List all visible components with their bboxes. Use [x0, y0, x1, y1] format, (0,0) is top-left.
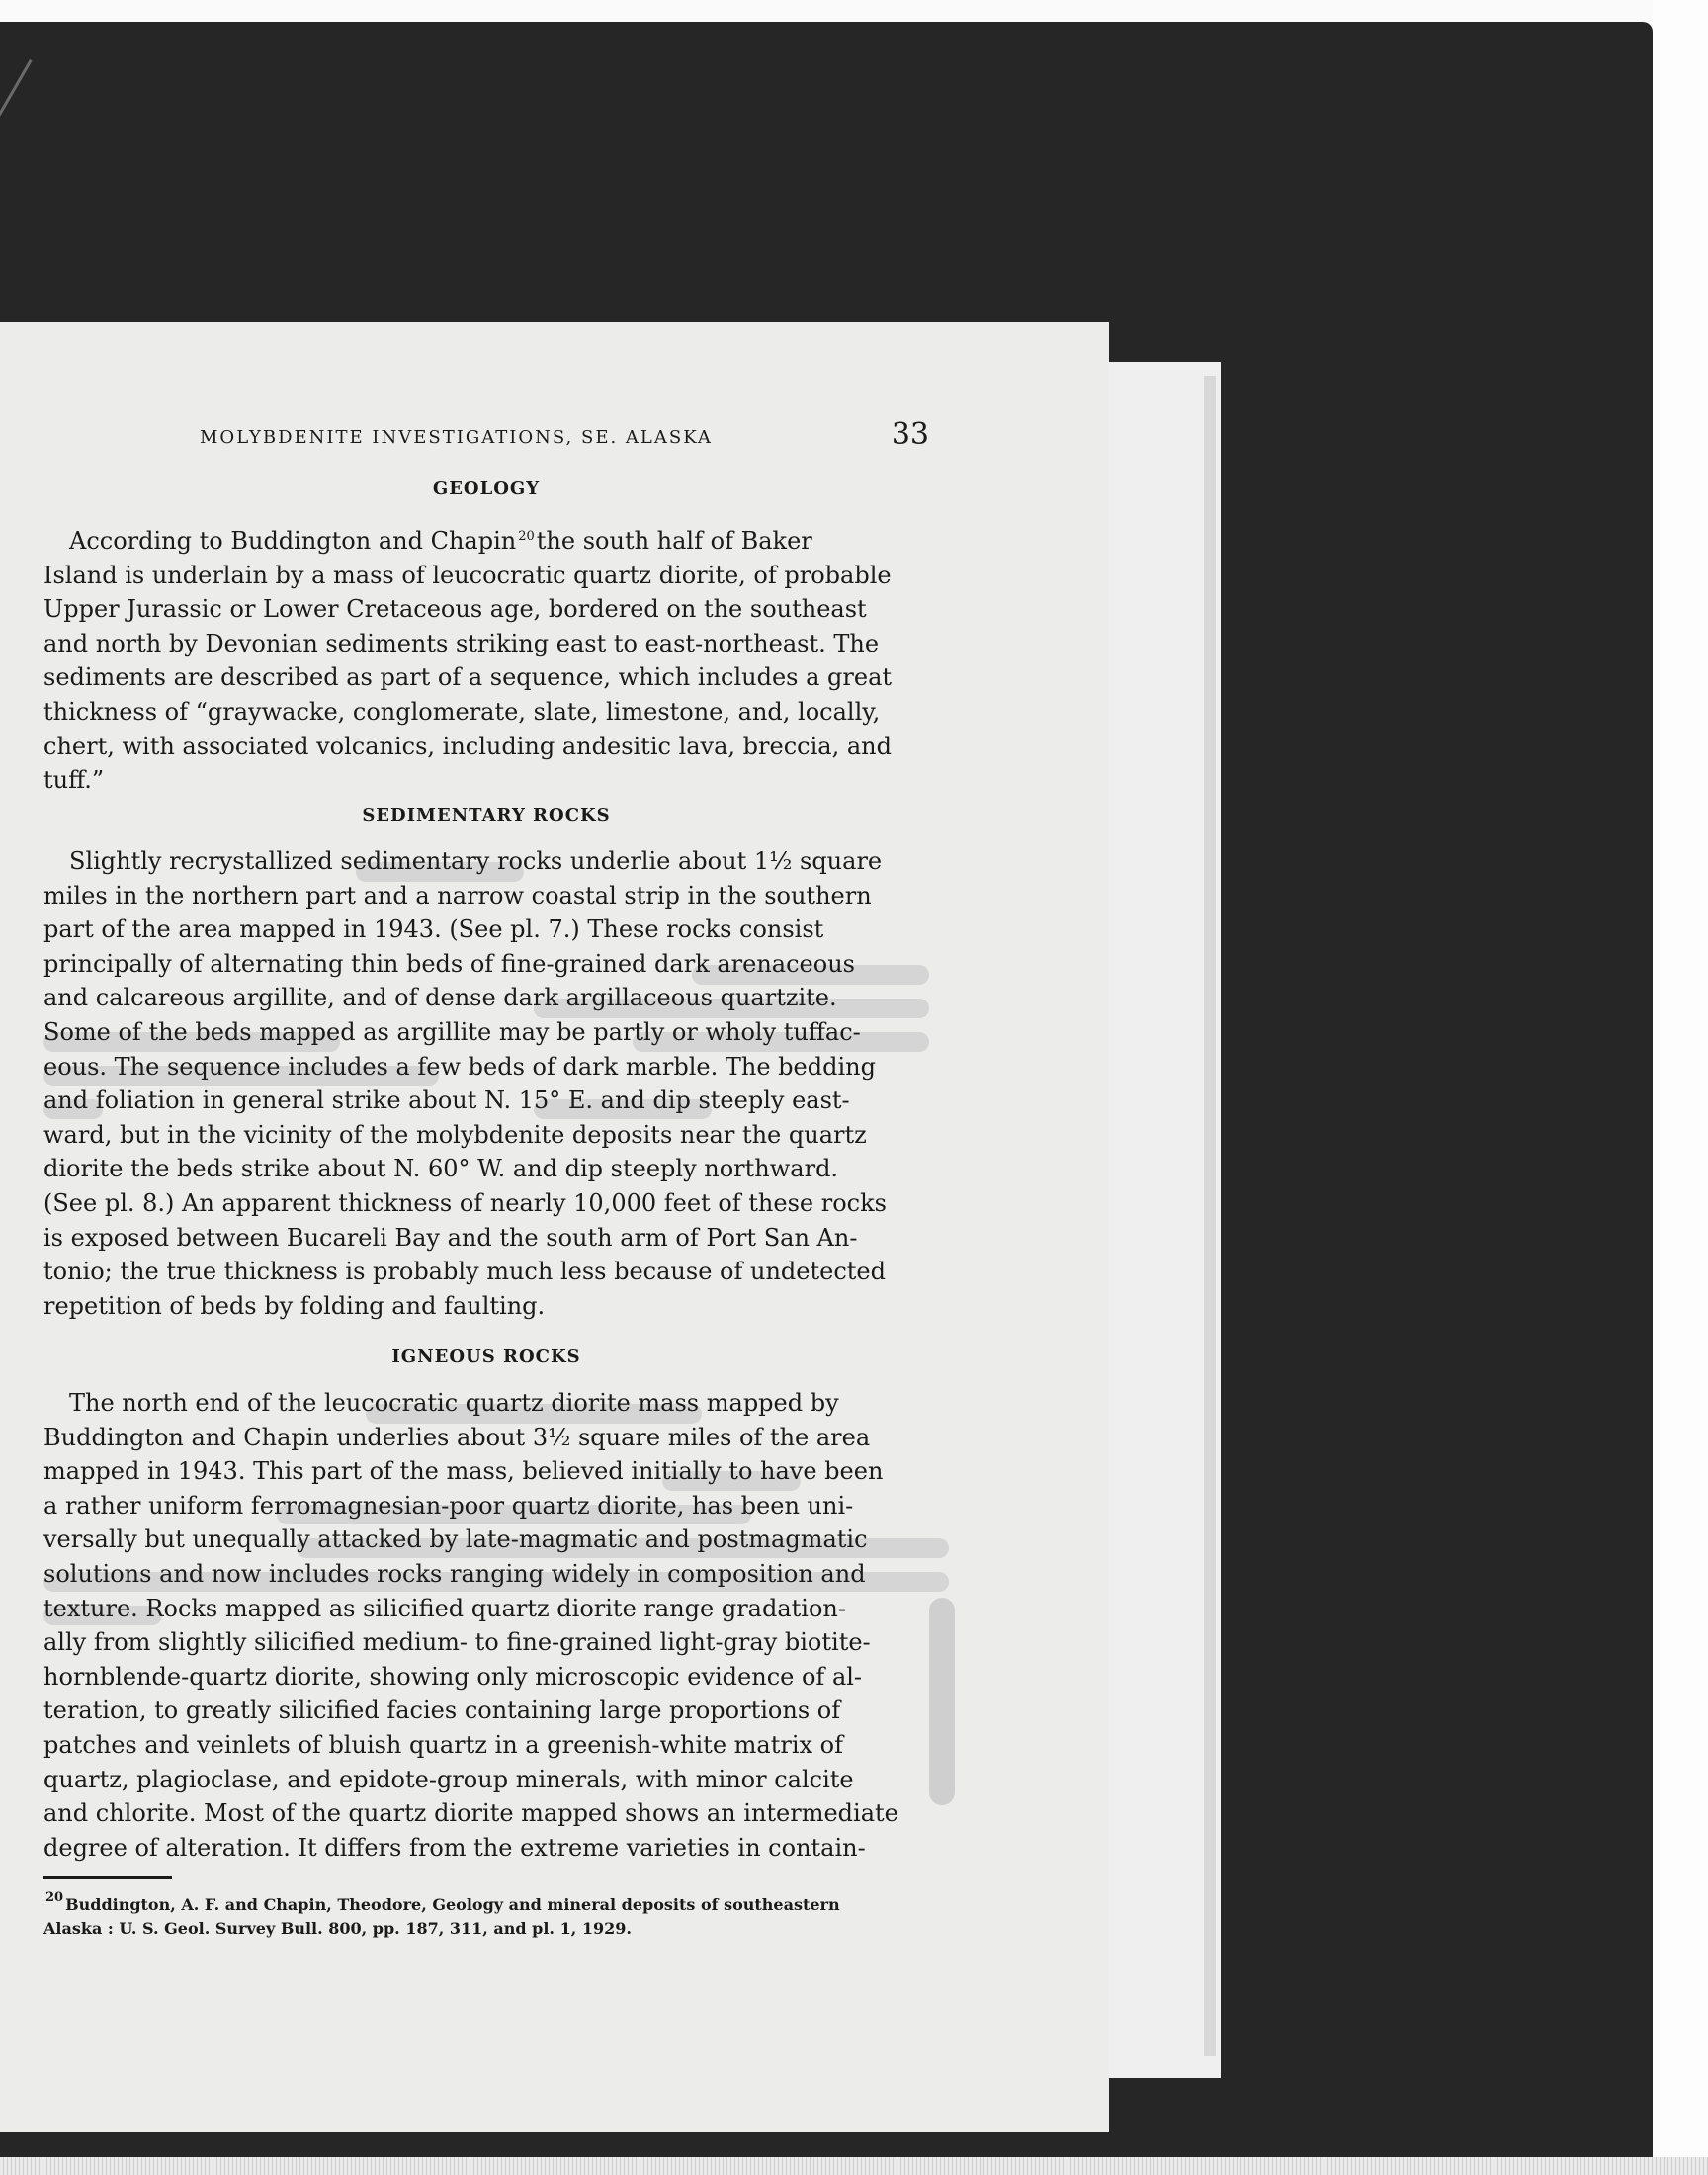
- text-line: diorite the beds strike about N. 60° W. and dip steeply northward.: [43, 1155, 839, 1183]
- scan-bottom-margin: [0, 2157, 1708, 2175]
- paragraph-geology: [43, 520, 929, 798]
- footnote-line: Alaska : U. S. Geol. Survey Bull. 800, pp. 187, 311, and pl. 1, 1929.: [43, 1919, 632, 1938]
- text-line: mapped in 1943. This part of the mass, believed initially to have been: [43, 1457, 884, 1486]
- text-line: eous. The sequence includes a few beds of dark marble. The bedding: [43, 1052, 876, 1081]
- text-line: Some of the beds mapped as argillite may be partly or wholy tuffac-: [43, 1017, 861, 1046]
- text-line: The north end of the leucocratic quartz diorite mass mapped by: [69, 1389, 839, 1417]
- text-line: tonio; the true thickness is probably much less because of undetected: [43, 1258, 886, 1286]
- margin-highlight-bar: [929, 1598, 955, 1805]
- text-line: Buddington and Chapin underlies about 3½ square miles of the area: [43, 1423, 871, 1451]
- document-page: [0, 322, 1109, 2132]
- text-line: part of the area mapped in 1943. (See pl. 7.) These rocks consist: [43, 915, 824, 944]
- running-head: [198, 417, 929, 457]
- text-line: is exposed between Bucareli Bay and the south arm of Port San An-: [43, 1223, 858, 1252]
- text-line: tuff.”: [43, 766, 105, 795]
- text-line: quartz, plagioclase, and epidote-group minerals, with minor calcite: [43, 1765, 854, 1793]
- text-line: sediments are described as part of a sequence, which includes a great: [43, 663, 893, 692]
- section-title-sedimentary-rocks: SEDIMENTARY ROCKS: [362, 805, 611, 826]
- paragraph-sedimentary-rocks: [43, 844, 929, 1323]
- footnote-marker: 20: [45, 1890, 64, 1905]
- text-line: repetition of beds by folding and faulting.: [43, 1291, 546, 1320]
- text-line: (See pl. 8.) An apparent thickness of nearly 10,000 feet of these rocks: [43, 1188, 887, 1217]
- text-line: Island is underlain by a mass of leucocratic quartz diorite, of probable: [43, 561, 892, 589]
- text-fragment: According to Buddington and Chapin: [69, 527, 517, 555]
- underlying-page: [1097, 362, 1221, 2078]
- text-line: a rather uniform ferromagnesian-poor quartz diorite, has been uni-: [43, 1491, 854, 1520]
- text-line: degree of alteration. It differs from the extreme varieties in contain-: [43, 1833, 866, 1862]
- text-line: hornblende-quartz diorite, showing only microscopic evidence of al-: [43, 1662, 863, 1691]
- text-line: and calcareous argillite, and of dense dark argillaceous quartzite.: [43, 984, 837, 1012]
- text-line: texture. Rocks mapped as silicified quartz diorite range gradation-: [43, 1594, 846, 1622]
- footnote-line: [43, 1886, 933, 1917]
- running-title: MOLYBDENITE INVESTIGATIONS, SE. ALASKA: [200, 427, 713, 448]
- footnote: [43, 1886, 933, 1941]
- footnote-rule: [43, 1876, 172, 1879]
- text-line: chert, with associated volcanics, including andesitic lava, breccia, and: [43, 732, 892, 760]
- text-line: patches and veinlets of bluish quartz in a greenish-white matrix of: [43, 1730, 844, 1759]
- text-line: principally of alternating thin beds of fine-grained dark arenaceous: [43, 949, 855, 978]
- text-fragment: the south half of Baker: [536, 527, 812, 555]
- text-line: and north by Devonian sediments striking east to east-northeast. The: [43, 629, 880, 657]
- page-number: 33: [891, 417, 929, 452]
- text-line: [43, 520, 929, 559]
- text-line: ward, but in the vicinity of the molybdenite deposits near the quartz: [43, 1120, 867, 1149]
- text-line: teration, to greatly silicified facies containing large proportions of: [43, 1696, 841, 1725]
- section-title-igneous-rocks: IGNEOUS ROCKS: [391, 1347, 581, 1367]
- section-title-geology: GEOLOGY: [432, 478, 541, 499]
- text-line: ally from slightly silicified medium- to fine-grained light-gray biotite-: [43, 1628, 871, 1657]
- footnote-text: Buddington, A. F. and Chapin, Theodore, Geology and mineral deposits of southeastern: [65, 1895, 840, 1914]
- text-line: Slightly recrystallized sedimentary rocks underlie about 1½ square: [69, 847, 883, 875]
- scan-right-margin: [1653, 0, 1708, 2175]
- paragraph-igneous-rocks: [43, 1386, 929, 1865]
- text-line: miles in the northern part and a narrow coastal strip in the southern: [43, 881, 872, 910]
- text-line: Upper Jurassic or Lower Cretaceous age, bordered on the southeast: [43, 595, 867, 624]
- text-line: and foliation in general strike about N. 15° E. and dip steeply east-: [43, 1087, 850, 1115]
- text-line: solutions and now includes rocks ranging widely in composition and: [43, 1559, 866, 1588]
- underlying-page-edge: [1204, 376, 1216, 2056]
- footnote-reference: 20: [518, 529, 535, 544]
- text-line: thickness of “graywacke, conglomerate, slate, limestone, and, locally,: [43, 697, 881, 726]
- text-line: versally but unequally attacked by late-magmatic and postmagmatic: [43, 1525, 868, 1554]
- text-line: and chlorite. Most of the quartz diorite mapped shows an intermediate: [43, 1799, 898, 1828]
